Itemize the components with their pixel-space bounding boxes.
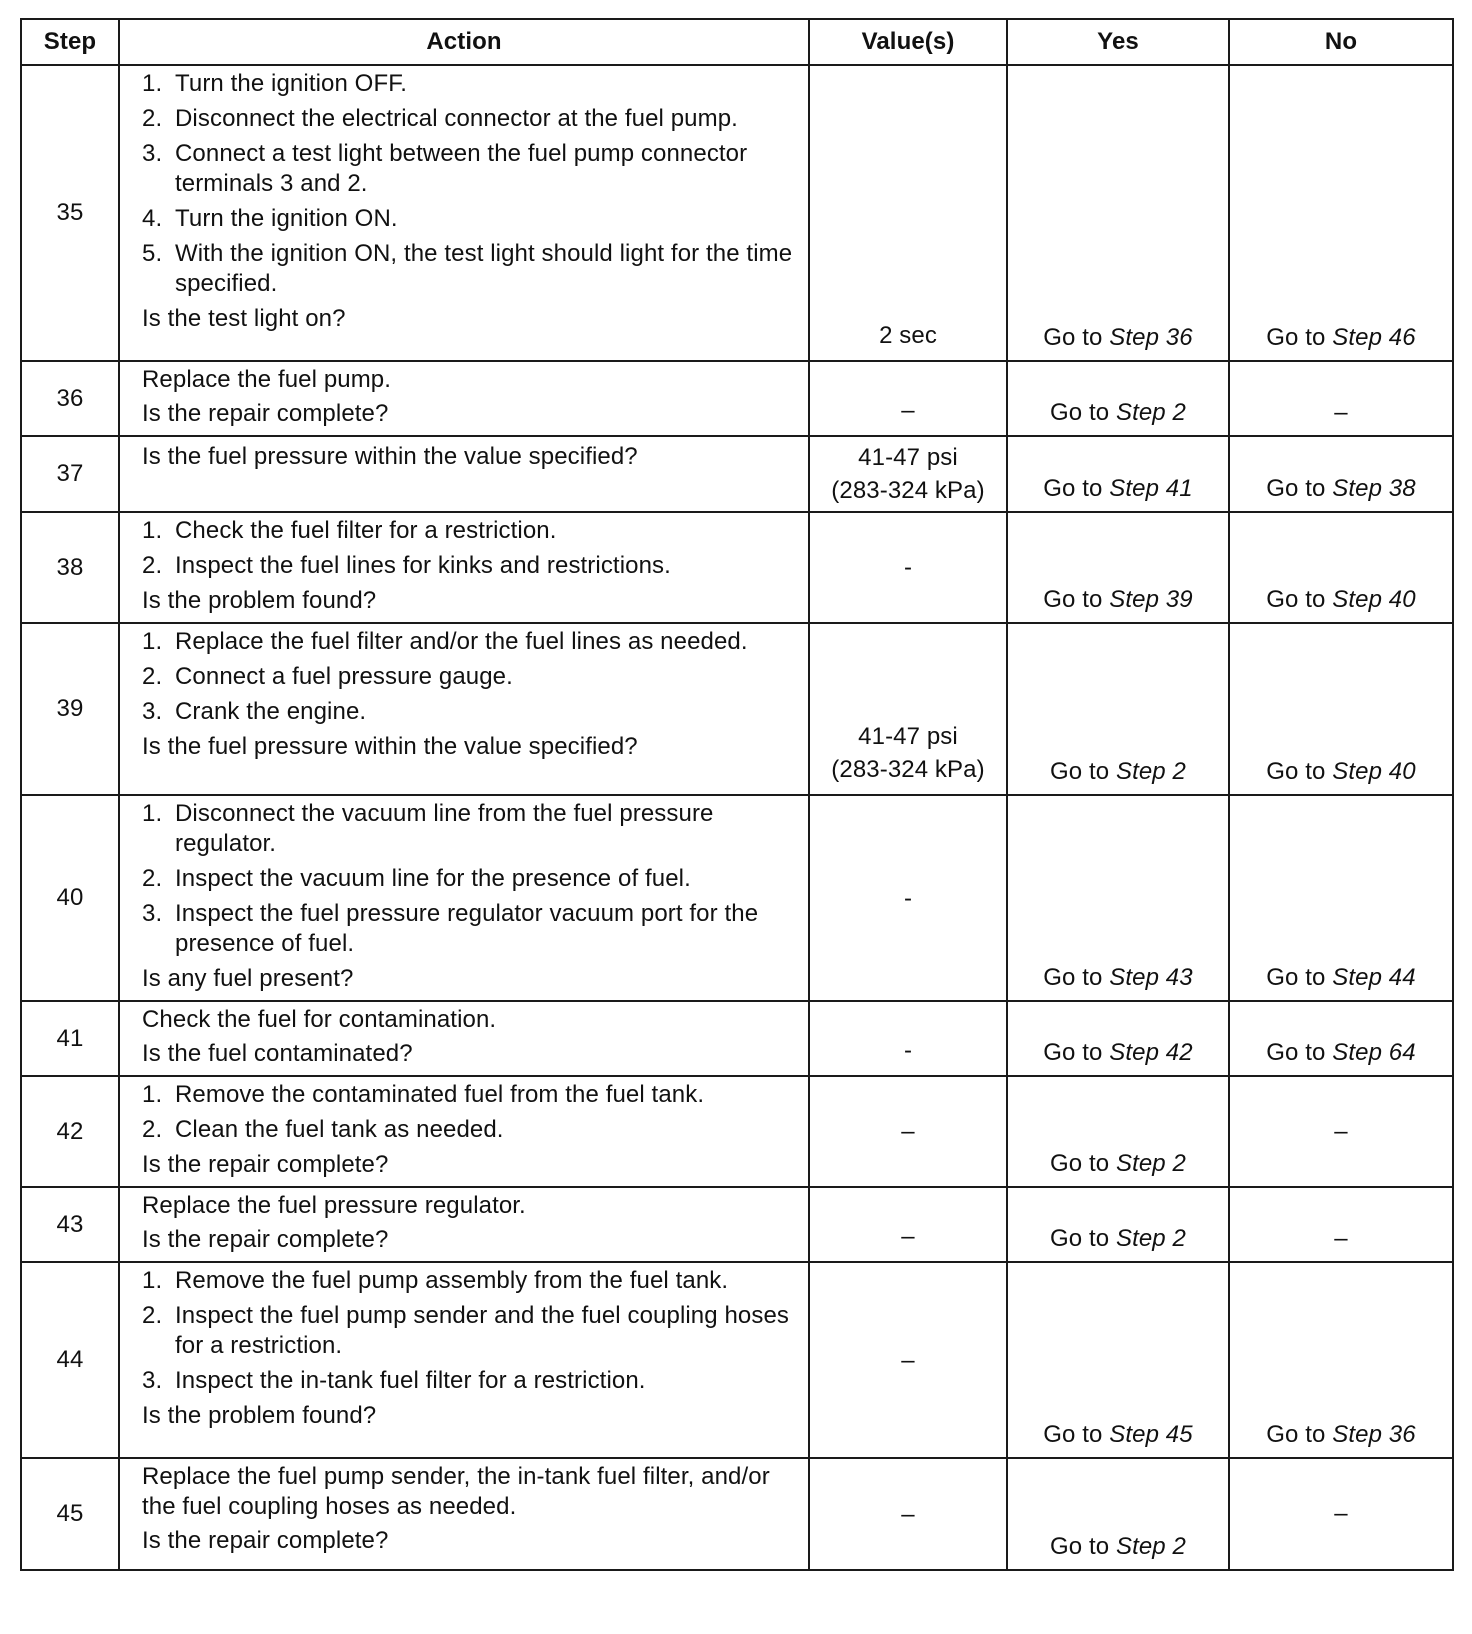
action-step-number: 2.: [142, 865, 163, 892]
yes-cell-step-ref: Step 43: [1109, 964, 1193, 991]
action-steps-list: [142, 627, 794, 727]
action-question: Is the repair complete?: [142, 1226, 389, 1253]
table-row: [21, 1076, 1453, 1187]
value-line: –: [901, 1346, 915, 1374]
value-line: –: [901, 1223, 915, 1250]
action-step-number: 3.: [142, 900, 163, 927]
action-step-text: Replace the fuel filter and/or the fuel lines as needed.: [175, 628, 748, 655]
step-number: 35: [21, 65, 119, 361]
action-question: Is the test light on?: [142, 305, 346, 332]
action-steps-list: [142, 799, 794, 959]
value-cell: [809, 512, 1007, 623]
no-cell-step-ref: Step 40: [1332, 758, 1416, 785]
action-step-text: Inspect the fuel pressure regulator vacuum port for the presence of fuel.: [175, 900, 759, 957]
step-number: 43: [21, 1187, 119, 1262]
action-step-number: 5.: [142, 240, 163, 267]
no-cell-dash: –: [1334, 1225, 1348, 1252]
action-question: Is the fuel pressure within the value specified?: [142, 733, 638, 760]
table-row: [21, 1187, 1453, 1262]
action-question: Is the repair complete?: [142, 400, 389, 427]
action-step-text: Connect a test light between the fuel pump connector terminals 3 and 2.: [175, 140, 748, 197]
action-cell: [119, 795, 809, 1001]
action-step-text: Disconnect the vacuum line from the fuel pressure regulator.: [175, 800, 714, 857]
yes-cell-step-ref: Step 41: [1109, 475, 1193, 502]
step-number: 44: [21, 1262, 119, 1458]
yes-cell-prefix: Go to: [1043, 1039, 1103, 1066]
action-step: [142, 1366, 794, 1396]
no-cell-dash: –: [1334, 399, 1348, 426]
action-step: [142, 864, 794, 894]
yes-cell-prefix: Go to: [1043, 964, 1103, 991]
yes-cell: [1007, 1458, 1229, 1570]
action-step-text: Disconnect the electrical connector at the fuel pump.: [175, 105, 738, 132]
value-line: 41-47 psi: [858, 444, 958, 471]
no-cell-step-ref: Step 64: [1332, 1039, 1416, 1066]
action-step-text: With the ignition ON, the test light should light for the time specified.: [175, 240, 793, 297]
value-cell: [809, 361, 1007, 436]
yes-cell-prefix: Go to: [1050, 1225, 1110, 1252]
action-cell: [119, 1001, 809, 1076]
action-text: Check the fuel for contamination.: [142, 1006, 497, 1033]
action-step-number: 1.: [142, 800, 163, 827]
step-number: 45: [21, 1458, 119, 1570]
table-row: [21, 512, 1453, 623]
yes-cell: [1007, 1187, 1229, 1262]
yes-cell-prefix: Go to: [1050, 758, 1110, 785]
header-step: Step: [21, 19, 119, 65]
value-line: (283-324 kPa): [831, 477, 985, 504]
action-step-number: 2.: [142, 1116, 163, 1143]
action-cell: [119, 65, 809, 361]
action-step-number: 2.: [142, 552, 163, 579]
action-step-text: Inspect the fuel pump sender and the fuel coupling hoses for a restriction.: [175, 1302, 790, 1359]
step-number: 36: [21, 361, 119, 436]
table-body: [21, 65, 1453, 1570]
action-step-number: 2.: [142, 663, 163, 690]
action-step: [142, 899, 794, 959]
no-cell-step-ref: Step 40: [1332, 586, 1416, 613]
value-line: –: [901, 397, 915, 424]
no-cell-prefix: Go to: [1266, 475, 1326, 502]
table-row: [21, 436, 1453, 512]
action-step-number: 3.: [142, 698, 163, 725]
yes-cell: [1007, 512, 1229, 623]
action-cell: [119, 1262, 809, 1458]
action-step-text: Turn the ignition OFF.: [175, 70, 408, 97]
diagnostic-table-page: [20, 18, 1452, 1571]
no-cell-prefix: Go to: [1266, 1421, 1326, 1448]
yes-cell: [1007, 1262, 1229, 1458]
action-step-text: Clean the fuel tank as needed.: [175, 1116, 504, 1143]
yes-cell: [1007, 436, 1229, 512]
yes-cell-prefix: Go to: [1043, 1421, 1103, 1448]
value-line: -: [903, 554, 913, 581]
action-step-number: 4.: [142, 205, 163, 232]
step-number: 37: [21, 436, 119, 512]
table-row: [21, 1001, 1453, 1076]
no-cell: [1229, 1262, 1453, 1458]
yes-cell-prefix: Go to: [1043, 324, 1103, 351]
yes-cell: [1007, 795, 1229, 1001]
no-cell: [1229, 623, 1453, 795]
action-step-text: Inspect the in-tank fuel filter for a restriction.: [175, 1367, 646, 1394]
action-text: Replace the fuel pump sender, the in-tank fuel filter, and/or the fuel coupling hoses as needed.: [142, 1463, 770, 1520]
yes-cell: [1007, 361, 1229, 436]
action-step: [142, 204, 794, 234]
header-row: [21, 19, 1453, 65]
value-line: –: [901, 1118, 915, 1145]
yes-cell-prefix: Go to: [1050, 1150, 1110, 1177]
yes-cell-step-ref: Step 2: [1115, 758, 1186, 785]
no-cell: [1229, 1187, 1453, 1262]
value-cell: [809, 795, 1007, 1001]
value-line: 41-47 psi: [858, 723, 958, 750]
action-question: Is the repair complete?: [142, 1527, 389, 1554]
no-cell: [1229, 361, 1453, 436]
step-number: 40: [21, 795, 119, 1001]
no-cell: [1229, 512, 1453, 623]
action-step-number: 2.: [142, 105, 163, 132]
value-line: -: [903, 1037, 913, 1064]
action-step-text: Inspect the vacuum line for the presence of fuel.: [175, 865, 691, 892]
action-step: [142, 1115, 794, 1145]
action-step: [142, 69, 794, 99]
step-number: 38: [21, 512, 119, 623]
action-cell: [119, 361, 809, 436]
no-cell: [1229, 65, 1453, 361]
action-question: Is the repair complete?: [142, 1151, 389, 1178]
action-step-text: Remove the contaminated fuel from the fuel tank.: [175, 1081, 705, 1108]
value-line: (283-324 kPa): [831, 756, 985, 783]
yes-cell-prefix: Go to: [1043, 475, 1103, 502]
no-cell-prefix: Go to: [1266, 586, 1326, 613]
action-step: [142, 239, 794, 299]
action-question: Is the fuel contaminated?: [142, 1040, 413, 1067]
action-step-text: Turn the ignition ON.: [175, 205, 398, 232]
action-question: Is any fuel present?: [142, 965, 354, 992]
yes-cell-step-ref: Step 42: [1109, 1039, 1193, 1066]
action-cell: [119, 512, 809, 623]
action-step-number: 3.: [142, 140, 163, 167]
header-no: No: [1229, 19, 1453, 65]
action-cell: [119, 436, 809, 512]
action-step-number: 1.: [142, 70, 163, 97]
action-cell: [119, 1187, 809, 1262]
no-cell-step-ref: Step 36: [1332, 1421, 1416, 1448]
no-cell: [1229, 1458, 1453, 1570]
no-cell-prefix: Go to: [1266, 758, 1326, 785]
action-step: [142, 1266, 794, 1296]
action-step-number: 3.: [142, 1367, 163, 1394]
action-step-number: 1.: [142, 1081, 163, 1108]
table-row: [21, 623, 1453, 795]
action-step: [142, 697, 794, 727]
action-text: Replace the fuel pump.: [142, 366, 392, 393]
yes-cell-step-ref: Step 36: [1109, 324, 1193, 351]
no-cell-prefix: Go to: [1266, 324, 1326, 351]
action-step-number: 2.: [142, 1302, 163, 1329]
action-step: [142, 139, 794, 199]
value-cell: [809, 65, 1007, 361]
value-cell: [809, 1458, 1007, 1570]
table-row: [21, 1458, 1453, 1570]
yes-cell: [1007, 1076, 1229, 1187]
action-step: [142, 104, 794, 134]
table-row: [21, 65, 1453, 361]
action-steps-list: [142, 1266, 794, 1396]
yes-cell-step-ref: Step 2: [1115, 1225, 1186, 1252]
yes-cell-step-ref: Step 2: [1115, 399, 1186, 426]
value-cell: [809, 1076, 1007, 1187]
value-cell: [809, 623, 1007, 795]
no-cell-step-ref: Step 38: [1332, 475, 1416, 502]
action-steps-list: [142, 69, 794, 299]
table-row: [21, 1262, 1453, 1458]
no-cell-step-ref: Step 44: [1332, 964, 1416, 991]
yes-cell: [1007, 623, 1229, 795]
yes-cell-step-ref: Step 39: [1109, 586, 1193, 613]
action-steps-list: [142, 1080, 794, 1145]
action-step-number: 1.: [142, 1267, 163, 1294]
table-row: [21, 795, 1453, 1001]
value-cell: [809, 1001, 1007, 1076]
action-step-text: Remove the fuel pump assembly from the fuel tank.: [175, 1267, 729, 1294]
value-line: -: [903, 884, 913, 912]
action-step-number: 1.: [142, 517, 163, 544]
step-number: 42: [21, 1076, 119, 1187]
action-cell: [119, 1458, 809, 1570]
action-step: [142, 799, 794, 859]
value-cell: [809, 436, 1007, 512]
yes-cell-prefix: Go to: [1050, 399, 1110, 426]
action-cell: [119, 1076, 809, 1187]
action-steps-list: [142, 516, 794, 581]
action-step-text: Inspect the fuel lines for kinks and restrictions.: [175, 552, 671, 579]
action-step: [142, 1080, 794, 1110]
no-cell-dash: –: [1334, 1117, 1348, 1145]
action-step: [142, 1301, 794, 1361]
action-text: Replace the fuel pressure regulator.: [142, 1192, 526, 1219]
action-question: Is the problem found?: [142, 1402, 377, 1429]
no-cell-dash: –: [1334, 1500, 1348, 1527]
action-step: [142, 627, 794, 657]
value-cell: [809, 1262, 1007, 1458]
yes-cell-prefix: Go to: [1050, 1533, 1110, 1560]
yes-cell-prefix: Go to: [1043, 586, 1103, 613]
value-cell: [809, 1187, 1007, 1262]
table-row: [21, 361, 1453, 436]
action-step: [142, 516, 794, 546]
action-step-number: 1.: [142, 628, 163, 655]
step-number: 41: [21, 1001, 119, 1076]
yes-cell-step-ref: Step 45: [1109, 1421, 1193, 1448]
action-step-text: Crank the engine.: [175, 698, 367, 725]
action-step-text: Check the fuel filter for a restriction.: [175, 517, 557, 544]
value-line: –: [901, 1500, 915, 1528]
yes-cell-step-ref: Step 2: [1115, 1533, 1186, 1560]
step-number: 39: [21, 623, 119, 795]
no-cell-prefix: Go to: [1266, 964, 1326, 991]
no-cell: [1229, 795, 1453, 1001]
header-action: Action: [119, 19, 809, 65]
no-cell: [1229, 1001, 1453, 1076]
diagnostic-table: [20, 18, 1454, 1571]
action-step-text: Connect a fuel pressure gauge.: [175, 663, 513, 690]
action-step: [142, 551, 794, 581]
no-cell: [1229, 1076, 1453, 1187]
header-yes: Yes: [1007, 19, 1229, 65]
action-question: Is the fuel pressure within the value specified?: [142, 443, 638, 470]
yes-cell: [1007, 1001, 1229, 1076]
no-cell-prefix: Go to: [1266, 1039, 1326, 1066]
yes-cell: [1007, 65, 1229, 361]
header-values: Value(s): [809, 19, 1007, 65]
value-line: 2 sec: [879, 322, 937, 349]
no-cell: [1229, 436, 1453, 512]
yes-cell-step-ref: Step 2: [1115, 1150, 1186, 1177]
no-cell-step-ref: Step 46: [1332, 324, 1416, 351]
action-cell: [119, 623, 809, 795]
action-question: Is the problem found?: [142, 587, 377, 614]
action-step: [142, 662, 794, 692]
